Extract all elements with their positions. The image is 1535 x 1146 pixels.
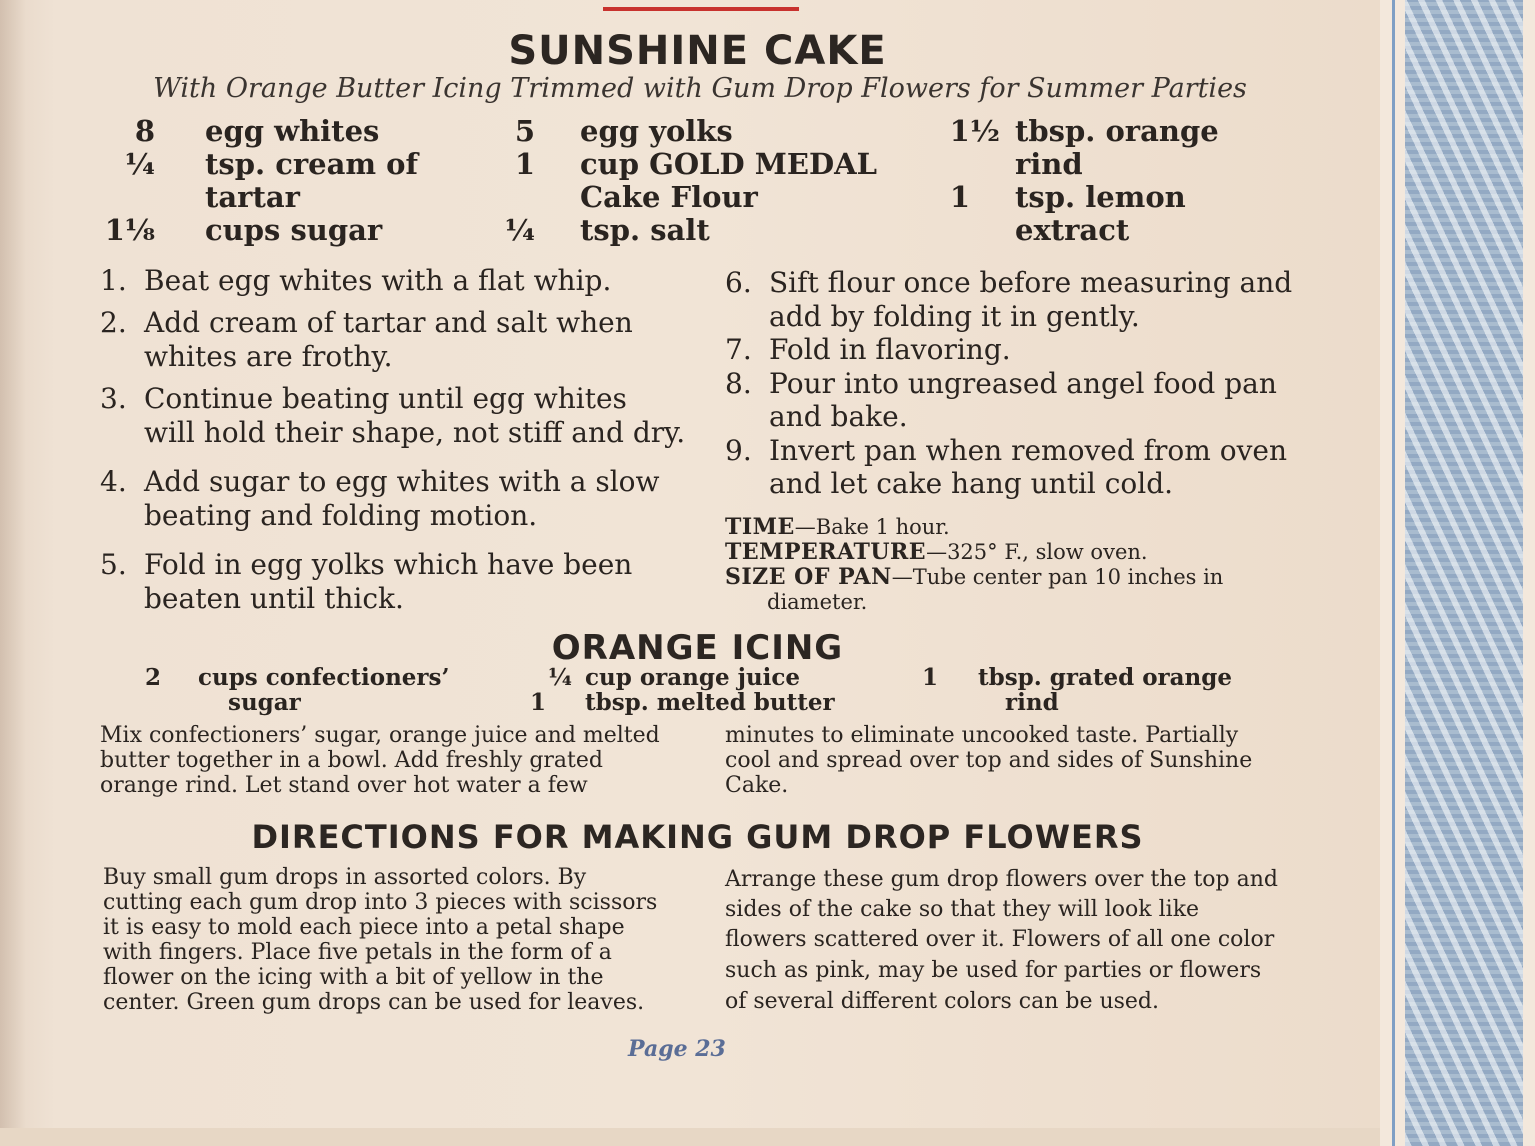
pan-value-continued: diameter.	[767, 590, 868, 614]
step-line: Invert pan when removed from oven	[769, 434, 1287, 467]
flowers-title: DIRECTIONS FOR MAKING GUM DROP FLOWERS	[251, 818, 1144, 856]
ingredient-text: tartar	[205, 180, 300, 214]
step-number: 4.	[100, 465, 127, 498]
step-item	[100, 548, 632, 582]
ingredient-qty: 5	[514, 114, 535, 148]
ingredient-text: egg yolks	[580, 114, 733, 148]
step-line: beaten until thick.	[144, 582, 404, 615]
step-number: 5.	[100, 548, 127, 581]
ingredient-qty: 1	[949, 180, 970, 214]
ingredient-qty: 8	[134, 114, 155, 148]
icing-ingredient-qty: 1	[530, 689, 547, 716]
page-edge-shadow	[0, 0, 26, 1146]
icing-directions-line: Cake.	[725, 773, 789, 798]
step-line: Fold in egg yolks which have been	[144, 548, 633, 581]
temperature-label: TEMPERATURE	[725, 539, 927, 565]
temperature-value: —325° F., slow oven.	[926, 540, 1148, 564]
decorative-border-line	[1392, 0, 1395, 1146]
time-label: TIME	[725, 514, 795, 540]
ingredient-text: rind	[1015, 147, 1083, 181]
icing-ingredient-text: rind	[1005, 689, 1059, 716]
decorative-wheat-pattern	[1405, 0, 1523, 1146]
icing-ingredient-text: sugar	[228, 689, 301, 716]
icing-ingredient-qty: 2	[145, 664, 162, 691]
step-number: 2.	[100, 306, 127, 339]
step-line: Fold in flavoring.	[769, 333, 1011, 366]
ingredient-text: tbsp. orange	[1015, 114, 1219, 148]
flowers-directions-line: flowers scattered over it. Flowers of all one color	[725, 927, 1275, 952]
ingredient-qty: 1⅛	[104, 213, 155, 247]
icing-directions-line: minutes to eliminate uncooked taste. Partially	[725, 723, 1239, 748]
flowers-directions-line: Buy small gum drops in assorted colors. By	[103, 865, 587, 890]
step-line: beating and folding motion.	[144, 499, 538, 532]
step-line: will hold their shape, not stiff and dry.	[144, 416, 686, 449]
step-line: and bake.	[769, 400, 908, 433]
pan-size	[725, 565, 1223, 590]
steps-left-column	[100, 264, 690, 624]
steps-right-column	[725, 266, 1325, 506]
step-number: 8.	[725, 367, 752, 400]
flowers-directions-line: center. Green gum drops can be used for leaves.	[103, 990, 645, 1015]
flowers-directions-line: with fingers. Place five petals in the form of a	[103, 940, 612, 965]
step-line: Pour into ungreased angel food pan	[769, 367, 1277, 400]
time-value: —Bake 1 hour.	[794, 515, 950, 539]
ingredient-text: cups sugar	[205, 213, 383, 247]
icing-ingredient-text: cups confectioners’	[198, 664, 450, 691]
ingredient-text: egg whites	[205, 114, 380, 148]
step-item	[725, 434, 1287, 468]
pan-label: SIZE OF PAN	[725, 564, 892, 590]
recipe-subtitle: With Orange Butter Icing Trimmed with Gum Drop Flowers for Summer Parties	[153, 73, 1247, 104]
baking-time	[725, 515, 950, 540]
icing-directions-line: cool and spread over top and sides of Sunshine	[725, 748, 1253, 773]
icing-ingredient-text: tbsp. melted butter	[585, 689, 835, 716]
ingredient-qty: ¼	[124, 147, 155, 181]
icing-directions-line: butter together in a bowl. Add freshly grated	[100, 748, 603, 773]
step-number: 1.	[100, 264, 127, 297]
ingredients-column-3	[945, 115, 1265, 255]
step-item	[725, 367, 1277, 401]
icing-ingredient-text: tbsp. grated orange	[978, 664, 1232, 691]
recipe-title: SUNSHINE CAKE	[508, 28, 887, 74]
flowers-directions-line: it is easy to mold each piece into a petal shape	[103, 915, 625, 940]
step-number: 7.	[725, 333, 752, 366]
ingredient-text: tsp. salt	[580, 213, 710, 247]
step-line: Sift flour once before measuring and	[769, 266, 1293, 299]
flowers-directions-line: flower on the icing with a bit of yellow in the	[103, 965, 604, 990]
title-red-rule	[603, 7, 799, 11]
step-item	[100, 264, 611, 298]
icing-directions-line: Mix confectioners’ sugar, orange juice and melted	[100, 723, 660, 748]
step-item	[725, 266, 1292, 300]
flowers-directions-line: of several different colors can be used.	[725, 989, 1160, 1014]
step-item	[100, 306, 633, 340]
ingredients-column-2	[475, 115, 905, 255]
icing-ingredient-qty: 1	[922, 664, 939, 691]
baking-temperature	[725, 540, 1148, 565]
step-item	[725, 333, 1011, 367]
step-item	[100, 382, 627, 416]
step-line: Continue beating until egg whites	[144, 382, 627, 415]
flowers-directions-line: cutting each gum drop into 3 pieces with scissors	[103, 890, 658, 915]
ingredients-column-1	[95, 115, 475, 255]
baking-info	[725, 515, 1325, 615]
ingredient-qty: 1½	[949, 114, 1000, 148]
ingredient-text: Cake Flour	[580, 180, 758, 214]
step-item	[100, 465, 660, 499]
step-line: add by folding it in gently.	[769, 300, 1140, 333]
flowers-directions-line: such as pink, may be used for parties or flowers	[725, 958, 1262, 983]
page-bottom-edge	[0, 1128, 1380, 1146]
ingredient-text: tsp. lemon	[1015, 180, 1186, 214]
ingredient-qty: 1	[514, 147, 535, 181]
icing-ingredient-qty: ¼	[548, 664, 572, 691]
ingredient-text: tsp. cream of	[205, 147, 418, 181]
step-number: 6.	[725, 266, 752, 299]
step-number: 9.	[725, 434, 752, 467]
step-line: Add sugar to egg whites with a slow	[144, 465, 660, 498]
icing-ingredient-text: cup orange juice	[585, 664, 801, 691]
icing-title: ORANGE ICING	[551, 628, 844, 668]
flowers-directions-line: sides of the cake so that they will look like	[725, 897, 1200, 922]
step-line: whites are frothy.	[144, 340, 393, 373]
step-line: and let cake hang until cold.	[769, 467, 1174, 500]
step-line: Add cream of tartar and salt when	[144, 306, 633, 339]
page-number: Page 23	[628, 1036, 726, 1062]
ingredient-qty: ¼	[504, 213, 535, 247]
flowers-directions-line: Arrange these gum drop flowers over the top and	[725, 867, 1278, 892]
icing-directions-line: orange rind. Let stand over hot water a few	[100, 773, 588, 798]
pan-value: —Tube center pan 10 inches in	[891, 565, 1224, 589]
step-number: 3.	[100, 382, 127, 415]
ingredient-text: extract	[1015, 213, 1130, 247]
ingredient-text: cup GOLD MEDAL	[580, 147, 878, 181]
step-line: Beat egg whites with a flat whip.	[144, 264, 612, 297]
